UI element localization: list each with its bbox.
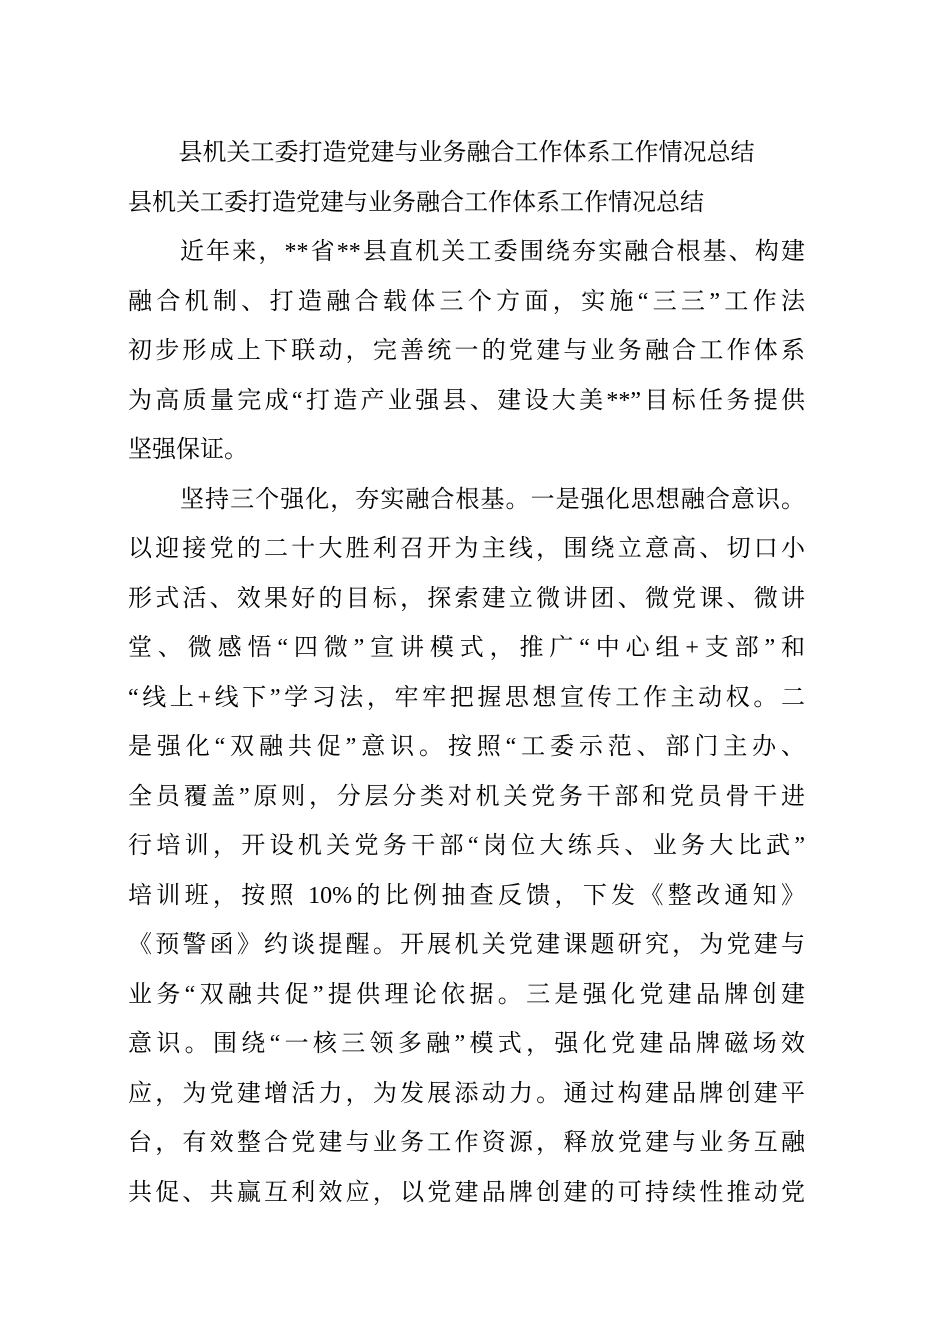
text-line: 以迎接党的二十大胜利召开为主线，围绕立意高、切口小 <box>128 536 805 562</box>
text-line: 业务“双融共促”提供理论依据。三是强化党建品牌创建 <box>128 981 805 1008</box>
text-line: 坚持三个强化，夯实融合根基。一是强化思想融合意识。 <box>180 486 805 513</box>
text-line: 近年来，**省**县直机关工委围绕夯实融合根基、构建 <box>180 239 805 265</box>
doc-heading-line: 县机关工委打造党建与业务融合工作体系工作情况总结 <box>128 189 704 216</box>
text-line: 形式活、效果好的目标，探索建立微讲团、微党课、微讲 <box>128 585 805 612</box>
text-line: 共促、共赢互利效应，以党建品牌创建的可持续性推动党 <box>128 1179 805 1206</box>
text-line: 坚强保证。 <box>128 437 248 463</box>
text-line: 为高质量完成“打造产业强县、建设大美**”目标任务提供 <box>128 387 805 414</box>
text-line: 《预警函》约谈提醒。开展机关党建课题研究，为党建与 <box>128 932 805 958</box>
text-line: 初步形成上下联动，完善统一的党建与业务融合工作体系 <box>128 338 805 364</box>
text-line: 行培训，开设机关党务干部“岗位大练兵、业务大比武” <box>128 833 805 859</box>
text-line: 融合机制、打造融合载体三个方面，实施“三三”工作法 <box>128 288 805 315</box>
text-line: 培训班，按照 10%的比例抽查反馈，下发《整改通知》 <box>128 882 805 909</box>
text-line: 全员覆盖”原则，分层分类对机关党务干部和党员骨干进 <box>128 783 805 810</box>
document-body <box>128 129 805 1218</box>
text-line: 应，为党建增活力，为发展添动力。通过构建品牌创建平 <box>128 1080 805 1107</box>
text-line: 是强化“双融共促”意识。按照“工委示范、部门主办、 <box>128 734 805 760</box>
text-line: “线上+线下”学习法，牢牢把握思想宣传工作主动权。二 <box>128 684 805 711</box>
text-line: 台，有效整合党建与业务工作资源，释放党建与业务互融 <box>128 1130 805 1156</box>
doc-title-line: 县机关工委打造党建与业务融合工作体系工作情况总结 <box>178 140 755 166</box>
text-line: 堂、微感悟“四微”宣讲模式，推广“中心组+支部”和 <box>128 635 805 661</box>
text-line: 意识。围绕“一核三领多融”模式，强化党建品牌磁场效 <box>128 1031 805 1057</box>
